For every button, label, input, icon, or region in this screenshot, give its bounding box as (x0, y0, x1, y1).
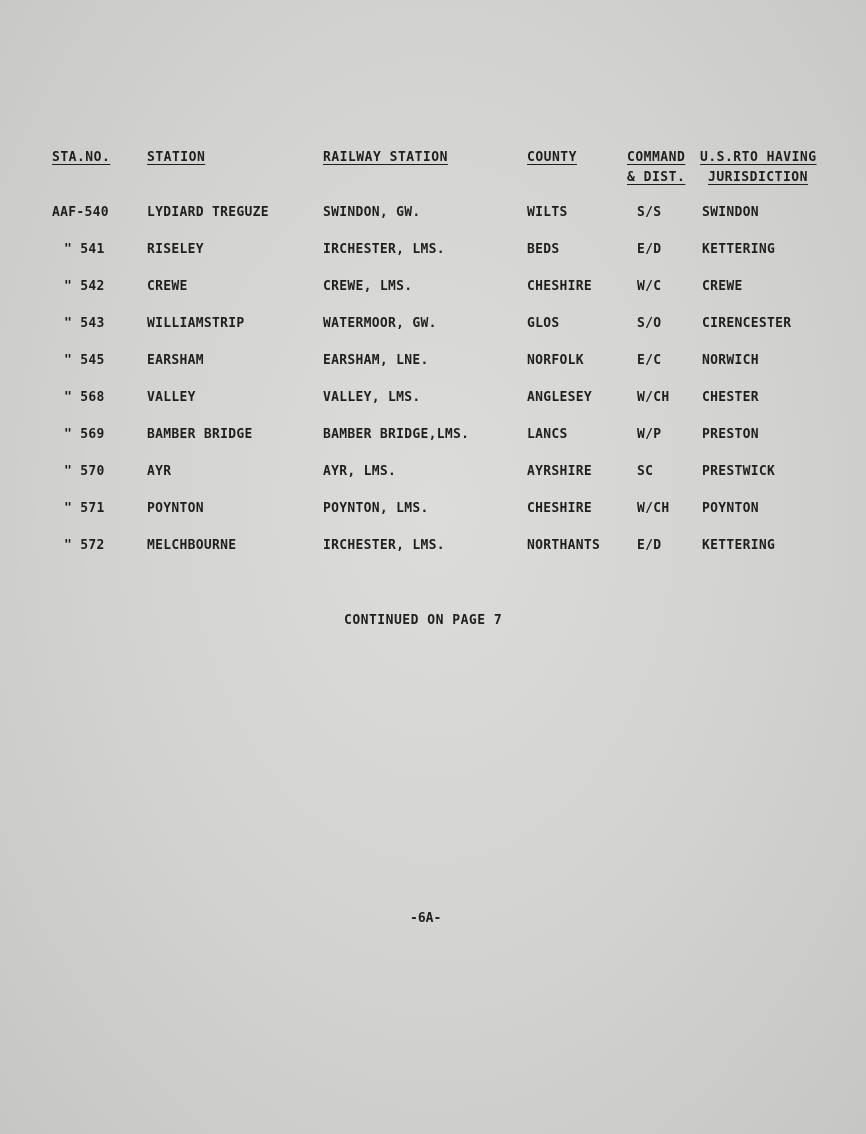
cell-county: BEDS (527, 242, 560, 257)
cell-sta-no: AAF-540 (52, 205, 109, 220)
cell-county: GLOS (527, 316, 560, 331)
cell-sta-no: " 569 (64, 427, 105, 442)
cell-station: RISELEY (147, 242, 204, 257)
cell-county: WILTS (527, 205, 568, 220)
cell-station: LYDIARD TREGUZE (147, 205, 269, 220)
cell-county: CHESHIRE (527, 501, 593, 516)
header-rto (700, 148, 817, 188)
header-rto-line1: U.S.RTO HAVING (700, 150, 817, 165)
cell-rto: POYNTON (702, 501, 759, 516)
table-row (0, 390, 866, 410)
header-station-label: STATION (147, 150, 206, 165)
table-row (0, 205, 866, 225)
cell-sta-no: " 570 (64, 464, 105, 479)
cell-railway-station: SWINDON, GW. (323, 205, 421, 220)
cell-station: VALLEY (147, 390, 196, 405)
header-sta-no (52, 148, 110, 168)
cell-rto: PRESTON (702, 427, 759, 442)
cell-rto: NORWICH (702, 353, 759, 368)
table-row (0, 464, 866, 484)
cell-county: CHESHIRE (527, 279, 593, 294)
cell-railway-station: EARSHAM, LNE. (323, 353, 429, 368)
continued-note: CONTINUED ON PAGE 7 (344, 613, 503, 628)
header-station (147, 148, 205, 168)
cell-railway-station: CREWE, LMS. (323, 279, 413, 294)
cell-railway-station: VALLEY, LMS. (323, 390, 421, 405)
cell-railway-station: IRCHESTER, LMS. (323, 242, 445, 257)
table-row (0, 353, 866, 373)
header-county-label: COUNTY (527, 150, 577, 165)
cell-rto: CREWE (702, 279, 743, 294)
cell-station: POYNTON (147, 501, 204, 516)
cell-sta-no: " 543 (64, 316, 105, 331)
table-row (0, 538, 866, 558)
cell-command: E/D (637, 538, 662, 553)
cell-railway-station: AYR, LMS. (323, 464, 397, 479)
table-row (0, 427, 866, 447)
header-rto-line2: JURISDICTION (708, 170, 808, 185)
cell-command: W/CH (637, 501, 670, 516)
cell-command: E/D (637, 242, 662, 257)
header-railway-station (323, 148, 448, 168)
cell-station: BAMBER BRIDGE (147, 427, 253, 442)
cell-rto: KETTERING (702, 538, 776, 553)
cell-county: NORFOLK (527, 353, 584, 368)
cell-station: EARSHAM (147, 353, 204, 368)
cell-sta-no: " 545 (64, 353, 105, 368)
cell-sta-no: " 571 (64, 501, 105, 516)
header-county (527, 148, 577, 168)
cell-railway-station: WATERMOOR, GW. (323, 316, 437, 331)
cell-rto: PRESTWICK (702, 464, 776, 479)
cell-sta-no: " 542 (64, 279, 105, 294)
page-number: -6A- (410, 911, 442, 926)
cell-rto: CIRENCESTER (702, 316, 792, 331)
header-command-line1: COMMAND (627, 150, 686, 165)
cell-command: W/C (637, 279, 662, 294)
header-command (627, 148, 685, 188)
cell-command: W/CH (637, 390, 670, 405)
cell-command: E/C (637, 353, 662, 368)
cell-railway-station: IRCHESTER, LMS. (323, 538, 445, 553)
cell-railway-station: BAMBER BRIDGE,LMS. (323, 427, 470, 442)
cell-station: WILLIAMSTRIP (147, 316, 245, 331)
cell-station: CREWE (147, 279, 188, 294)
cell-county: AYRSHIRE (527, 464, 593, 479)
cell-command: W/P (637, 427, 662, 442)
cell-rto: KETTERING (702, 242, 776, 257)
cell-county: LANCS (527, 427, 568, 442)
cell-rto: SWINDON (702, 205, 759, 220)
table-row (0, 316, 866, 336)
header-sta-no-label: STA.NO. (52, 150, 111, 165)
cell-command: S/S (637, 205, 662, 220)
header-command-line2: & DIST. (627, 170, 686, 185)
cell-sta-no: " 572 (64, 538, 105, 553)
table-row (0, 279, 866, 299)
cell-station: AYR (147, 464, 172, 479)
cell-command: SC (637, 464, 654, 479)
cell-station: MELCHBOURNE (147, 538, 237, 553)
cell-command: S/O (637, 316, 662, 331)
cell-county: ANGLESEY (527, 390, 593, 405)
cell-rto: CHESTER (702, 390, 759, 405)
cell-sta-no: " 568 (64, 390, 105, 405)
cell-county: NORTHANTS (527, 538, 601, 553)
cell-sta-no: " 541 (64, 242, 105, 257)
table-row (0, 242, 866, 262)
table-row (0, 501, 866, 521)
cell-railway-station: POYNTON, LMS. (323, 501, 429, 516)
header-railway-station-label: RAILWAY STATION (323, 150, 448, 165)
